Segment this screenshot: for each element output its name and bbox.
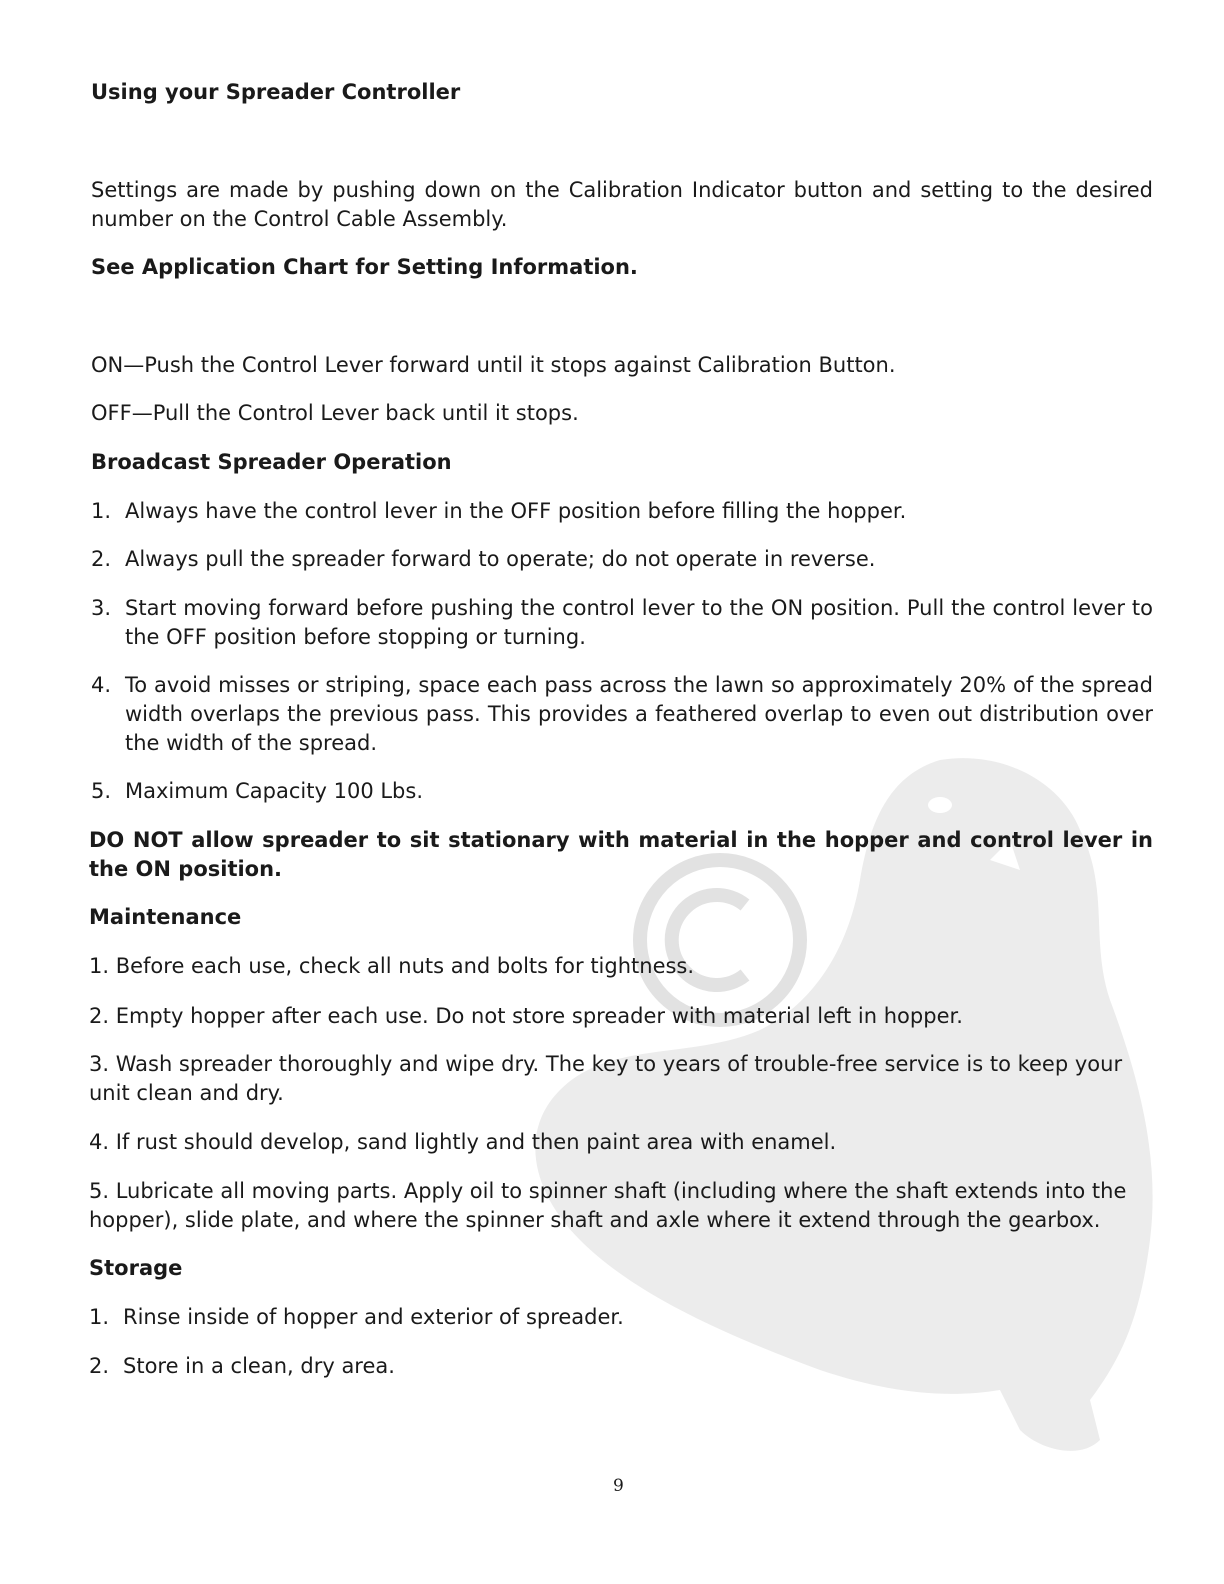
list-item-number: 4.: [91, 673, 112, 697]
list-item-number: 1.: [91, 499, 112, 523]
list-item-number: 2.: [91, 547, 112, 571]
see-chart-note: See Application Chart for Setting Information.: [91, 255, 638, 279]
list-item: 2. Empty hopper after each use. Do not store spreader with material left in hopper.: [89, 1004, 963, 1028]
list-item: 3. Wash spreader thoroughly and wipe dry. The key to years of trouble-free service is to keep your unit clean and dry.: [89, 1052, 1123, 1105]
list-item: 4. If rust should develop, sand lightly and then paint area with enamel.: [89, 1130, 837, 1154]
broadcast-heading: Broadcast Spreader Operation: [91, 450, 452, 474]
list-item-number: 2.: [89, 1354, 110, 1378]
list-item: Always pull the spreader forward to operate; do not operate in reverse.: [125, 547, 876, 571]
maintenance-heading: Maintenance: [89, 905, 242, 929]
list-item: 5. Lubricate all moving parts. Apply oil to spinner shaft (including where the shaft extends into the hopper), slide plate, and where the spinner shaft and axle where it extend through the gearbox.: [89, 1179, 1127, 1232]
page-number: 9: [613, 1476, 624, 1496]
list-item: Maximum Capacity 100 Lbs.: [125, 779, 423, 803]
storage-heading: Storage: [89, 1256, 183, 1280]
list-item: Always have the control lever in the OFF position before filling the hopper.: [125, 499, 907, 523]
list-item: Rinse inside of hopper and exterior of spreader.: [123, 1305, 624, 1329]
off-instruction: OFF—Pull the Control Lever back until it stops.: [91, 401, 579, 425]
list-item: To avoid misses or striping, space each pass across the lawn so approximately 20% of the spread width overlaps the previous pass. This provides a feathered overlap to even out distribution over the width of the spread.: [125, 673, 1153, 755]
warning-text: DO NOT allow spreader to sit stationary with material in the hopper and control lever in the ON position.: [89, 828, 1153, 881]
on-instruction: ON—Push the Control Lever forward until it stops against Calibration Button.: [91, 353, 896, 377]
intro-paragraph: Settings are made by pushing down on the Calibration Indicator button and setting to the desired number on the Control Cable Assembly.: [91, 178, 1153, 231]
list-item-number: 1.: [89, 1305, 110, 1329]
page-title: Using your Spreader Controller: [91, 80, 461, 104]
list-item-number: 3.: [91, 596, 112, 620]
list-item: 1. Before each use, check all nuts and bolts for tightness.: [89, 954, 695, 978]
list-item-number: 5.: [91, 779, 112, 803]
list-item: Start moving forward before pushing the control lever to the ON position. Pull the control lever to the OFF position before stopping or turning.: [125, 596, 1153, 649]
list-item: Store in a clean, dry area.: [123, 1354, 395, 1378]
